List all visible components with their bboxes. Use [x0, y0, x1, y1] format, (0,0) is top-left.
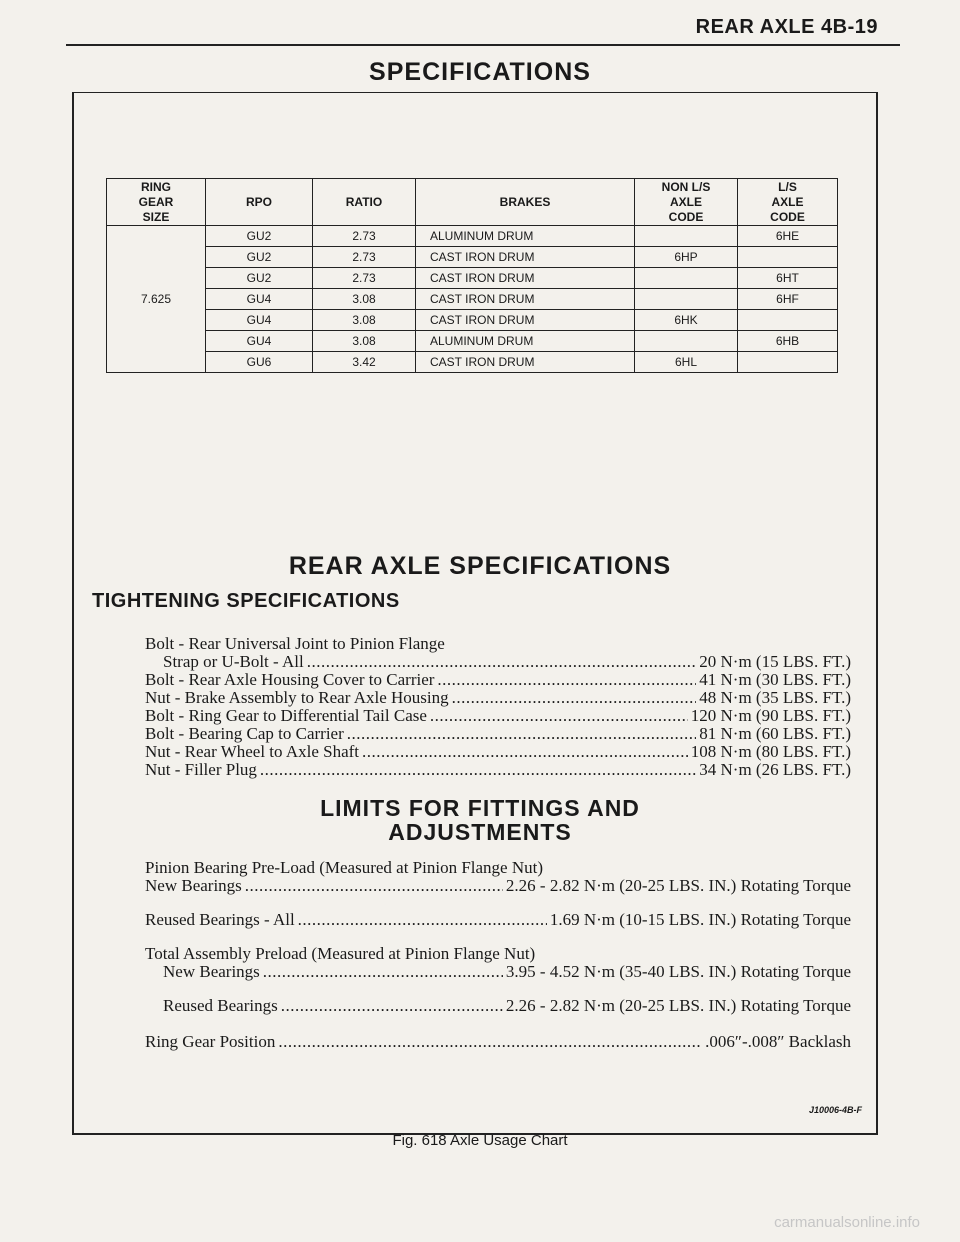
- spec-label: Bolt - Rear Universal Joint to Pinion Flange: [145, 634, 445, 653]
- leader-dots: [362, 742, 688, 762]
- spec-label: Bolt - Bearing Cap to Carrier: [145, 724, 344, 743]
- table-row: [107, 289, 838, 310]
- leader-dots: [278, 1032, 702, 1052]
- brakes-cell: CAST IRON DRUM: [416, 247, 635, 268]
- spec-line: [145, 670, 851, 688]
- limit-heading: [145, 858, 851, 876]
- limits-title: [0, 796, 960, 844]
- table-header-row: [107, 179, 838, 226]
- spec-line: [145, 688, 851, 706]
- ls-code-cell: 6HF: [738, 289, 838, 310]
- page-header-title: REAR AXLE 4B-19: [695, 16, 878, 38]
- limit-label: Reused Bearings - All: [145, 910, 295, 929]
- leader-dots: [452, 688, 697, 708]
- spec-value: 120 N·m (90 LBS. FT.): [690, 706, 851, 725]
- header-brakes: BRAKES: [416, 179, 635, 226]
- ls-code-cell: [738, 352, 838, 373]
- limit-label: New Bearings: [145, 876, 242, 895]
- ls-code-cell: 6HB: [738, 331, 838, 352]
- leader-dots: [245, 876, 503, 896]
- limit-line: [145, 962, 851, 980]
- leader-dots: [263, 962, 503, 982]
- ring-gear-size-cell: 7.625: [107, 226, 206, 373]
- tightening-spec-list: [145, 634, 851, 778]
- table-row: [107, 310, 838, 331]
- limit-label: Ring Gear Position: [145, 1032, 276, 1051]
- rpo-cell: GU4: [206, 310, 313, 331]
- brakes-cell: CAST IRON DRUM: [416, 310, 635, 331]
- rpo-cell: GU2: [206, 268, 313, 289]
- section-title: REAR AXLE SPECIFICATIONS: [288, 552, 672, 580]
- limit-label: Reused Bearings: [163, 996, 278, 1015]
- spec-label: Nut - Filler Plug: [145, 760, 257, 779]
- limits-title-line1: LIMITS FOR FITTINGS AND: [320, 795, 640, 821]
- header-rule: [66, 44, 900, 46]
- tightening-title: TIGHTENING SPECIFICATIONS: [92, 590, 400, 612]
- spec-line: [145, 634, 851, 652]
- figure-caption: Fig. 618 Axle Usage Chart: [392, 1132, 568, 1149]
- figure-id: J10006-4B-F: [808, 1105, 862, 1115]
- brakes-cell: CAST IRON DRUM: [416, 352, 635, 373]
- leader-dots: [347, 724, 696, 744]
- ratio-cell: 2.73: [313, 268, 416, 289]
- limit-line: [145, 910, 851, 928]
- spec-label: Nut - Rear Wheel to Axle Shaft: [145, 742, 360, 761]
- pinion-preload-block: [145, 858, 851, 894]
- limit-line: [145, 1032, 851, 1050]
- limit-value: 2.26 - 2.82 N·m (20-25 LBS. IN.) Rotating Torque: [505, 996, 851, 1015]
- header-non-ls-axle-code: NON L/S AXLE CODE: [635, 179, 738, 226]
- brakes-cell: ALUMINUM DRUM: [416, 331, 635, 352]
- leader-dots: [281, 996, 503, 1016]
- spec-value: 41 N·m (30 LBS. FT.): [699, 670, 851, 689]
- page-title: SPECIFICATIONS: [369, 58, 591, 86]
- table-row: [107, 331, 838, 352]
- limit-heading-text: Pinion Bearing Pre-Load (Measured at Pinion Flange Nut): [145, 858, 544, 877]
- ls-code-cell: 6HT: [738, 268, 838, 289]
- ratio-cell: 2.73: [313, 226, 416, 247]
- spec-line: [145, 706, 851, 724]
- spec-label: Strap or U-Bolt - All: [163, 652, 304, 671]
- header-ls-axle-code: L/S AXLE CODE: [738, 179, 838, 226]
- total-preload-block: [145, 944, 851, 980]
- rpo-cell: GU4: [206, 289, 313, 310]
- watermark: carmanualsonline.info: [774, 1214, 920, 1231]
- spec-label: Bolt - Ring Gear to Differential Tail Case: [145, 706, 427, 725]
- non-ls-code-cell: 6HP: [635, 247, 738, 268]
- spec-value: 20 N·m (15 LBS. FT.): [699, 652, 851, 671]
- spec-label: Bolt - Rear Axle Housing Cover to Carrier: [145, 670, 435, 689]
- brakes-cell: CAST IRON DRUM: [416, 268, 635, 289]
- limit-value: 1.69 N·m (10-15 LBS. IN.) Rotating Torque: [549, 910, 851, 929]
- limit-heading-text: Total Assembly Preload (Measured at Pinion Flange Nut): [145, 944, 536, 963]
- non-ls-code-cell: 6HL: [635, 352, 738, 373]
- total-reused-block: [145, 996, 851, 1014]
- ls-code-cell: [738, 247, 838, 268]
- ratio-cell: 3.42: [313, 352, 416, 373]
- limit-value: 3.95 - 4.52 N·m (35-40 LBS. IN.) Rotating Torque: [505, 962, 851, 981]
- table-row: [107, 226, 838, 247]
- rpo-cell: GU6: [206, 352, 313, 373]
- leader-dots: [260, 760, 696, 780]
- spec-line: [145, 724, 851, 742]
- header-ring-gear-size: RING GEAR SIZE: [107, 179, 206, 226]
- table-row: [107, 352, 838, 373]
- limit-heading: [145, 944, 851, 962]
- brakes-cell: ALUMINUM DRUM: [416, 226, 635, 247]
- spec-line: [145, 760, 851, 778]
- leader-dots: [437, 670, 696, 690]
- non-ls-code-cell: [635, 289, 738, 310]
- spec-value: 108 N·m (80 LBS. FT.): [690, 742, 851, 761]
- spec-value: 34 N·m (26 LBS. FT.): [699, 760, 851, 779]
- spec-value: 48 N·m (35 LBS. FT.): [699, 688, 851, 707]
- non-ls-code-cell: 6HK: [635, 310, 738, 331]
- rpo-cell: GU2: [206, 226, 313, 247]
- rpo-cell: GU2: [206, 247, 313, 268]
- ratio-cell: 3.08: [313, 331, 416, 352]
- leader-dots: [430, 706, 688, 726]
- non-ls-code-cell: [635, 226, 738, 247]
- non-ls-code-cell: [635, 268, 738, 289]
- rpo-cell: GU4: [206, 331, 313, 352]
- reused-bearings-all-block: [145, 910, 851, 928]
- ratio-cell: 2.73: [313, 247, 416, 268]
- leader-dots: [307, 652, 697, 672]
- header-ratio: RATIO: [313, 179, 416, 226]
- ring-gear-position-block: [145, 1032, 851, 1050]
- axle-usage-table: [106, 178, 838, 373]
- header-rpo: RPO: [206, 179, 313, 226]
- spec-line: [145, 652, 851, 670]
- limit-line: [145, 996, 851, 1014]
- leader-dots: [298, 910, 547, 930]
- spec-value: 81 N·m (60 LBS. FT.): [699, 724, 851, 743]
- limit-line: [145, 876, 851, 894]
- non-ls-code-cell: [635, 331, 738, 352]
- spec-label: Nut - Brake Assembly to Rear Axle Housing: [145, 688, 449, 707]
- limit-label: New Bearings: [163, 962, 260, 981]
- spec-line: [145, 742, 851, 760]
- limit-value: .006″-.008″ Backlash: [705, 1032, 851, 1051]
- brakes-cell: CAST IRON DRUM: [416, 289, 635, 310]
- ratio-cell: 3.08: [313, 310, 416, 331]
- limit-value: 2.26 - 2.82 N·m (20-25 LBS. IN.) Rotating Torque: [505, 876, 851, 895]
- table-row: [107, 268, 838, 289]
- ls-code-cell: 6HE: [738, 226, 838, 247]
- ls-code-cell: [738, 310, 838, 331]
- limits-title-line2: ADJUSTMENTS: [388, 819, 572, 845]
- table-row: [107, 247, 838, 268]
- ratio-cell: 3.08: [313, 289, 416, 310]
